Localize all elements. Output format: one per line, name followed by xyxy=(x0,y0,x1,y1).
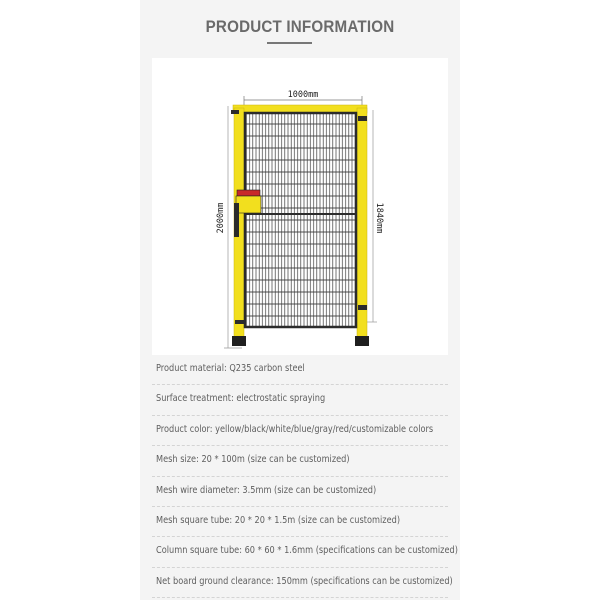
spec-row-surface-treatment xyxy=(152,385,448,415)
title-underline xyxy=(267,42,312,44)
page-title: PRODUCT INFORMATION xyxy=(205,18,395,36)
total-height-label: 2000mm xyxy=(216,202,226,234)
spec-row-color xyxy=(152,416,448,446)
spec-row-mesh-tube xyxy=(152,507,448,537)
spec-text: Mesh square tube: 20 * 20 * 1.5m (size can be customized) xyxy=(156,514,401,526)
spec-text: Mesh size: 20 * 100m (size can be customized) xyxy=(156,454,350,466)
spec-row-ground-clearance xyxy=(152,568,453,598)
spec-text: Net board ground clearance: 150mm (specifications can be customized) xyxy=(156,575,453,587)
width-dimension-label: 1000mm xyxy=(287,90,319,100)
spec-list xyxy=(152,355,458,598)
spec-text: Product color: yellow/black/white/blue/gray/red/customizable colors xyxy=(156,423,434,435)
spec-row-wire-diameter xyxy=(152,477,448,507)
spec-row-mesh-size xyxy=(152,446,448,476)
product-image xyxy=(152,58,448,355)
spec-text: Product material: Q235 carbon steel xyxy=(156,363,305,374)
spec-text: Surface treatment: electrostatic spraying xyxy=(156,393,326,405)
spec-text: Mesh wire diameter: 3.5mm (size can be customized) xyxy=(156,484,377,496)
spec-row-column-tube xyxy=(152,537,458,567)
spec-row-material xyxy=(152,355,448,385)
panel-height-label: 1840mm xyxy=(374,202,384,234)
spec-text: Column square tube: 60 * 60 * 1.6mm (specifications can be customized) xyxy=(156,545,458,557)
product-info-column xyxy=(140,0,460,600)
